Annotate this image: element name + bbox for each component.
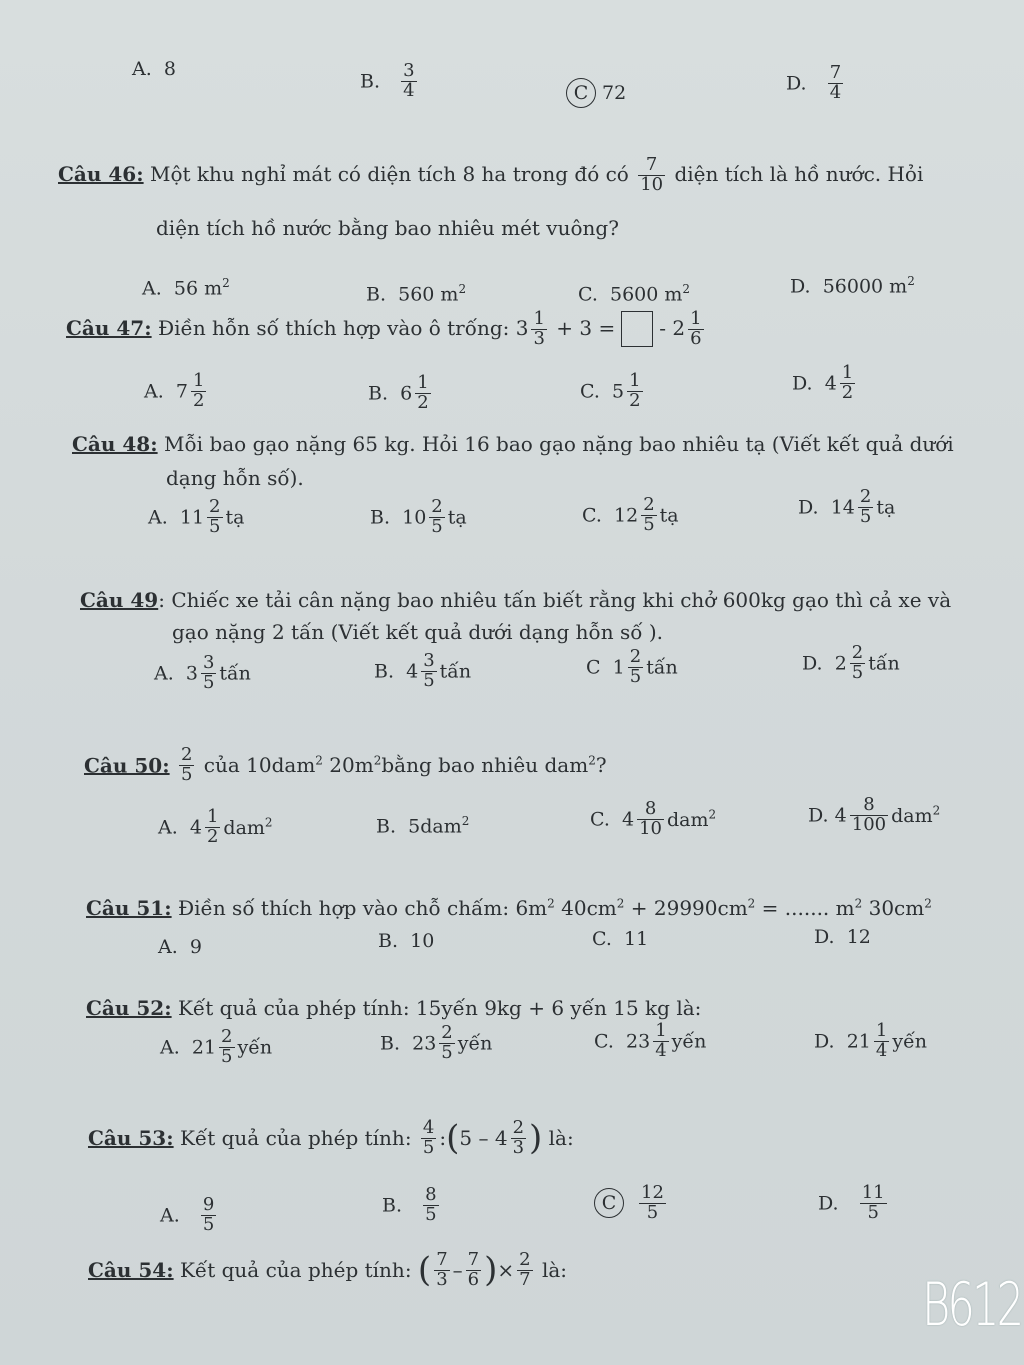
- q51-option-c: C. 11: [592, 928, 649, 950]
- q46-option-c: C. 5600 $m^2$: [578, 282, 691, 306]
- q52-option-d: D. 21 $\frac{1}{4}$ yến: [814, 1020, 928, 1061]
- q53-option-a: A. $\frac{9}{5}$: [160, 1194, 215, 1235]
- q46-question: Câu 46: Một khu nghỉ mát có diện tích 8 ha trong đó có $\frac{7}{10}$ diện tích là hồ nước. Hỏi: [58, 154, 924, 195]
- q51-option-a: A. 9: [158, 936, 202, 958]
- q47-option-d: D. 4 $\frac{1}{2}$: [792, 362, 854, 403]
- q45-option-c: C 72: [566, 78, 626, 108]
- q49-question: Câu 49: Chiếc xe tải cân nặng bao nhiêu tấn biết rằng khi chở 600kg gạo thì cả xe và: [80, 588, 952, 612]
- watermark-stamp: B612: [922, 1270, 1022, 1340]
- q48-option-a: A. 11 $\frac{2}{5}$ tạ: [148, 496, 245, 537]
- fraction: $\frac{7}{4}$: [829, 62, 842, 103]
- q50-question: Câu 50: $\frac{2}{5}$ của 10dam$^2$ $20m^2bằng$ bao nhiêu dam$^2$?: [84, 744, 607, 785]
- q48-option-c: C. 12 $\frac{2}{5}$ tạ: [582, 494, 679, 535]
- q47-question: Câu 47: Điền hỗn số thích hợp vào ô trống: 3 $\frac{1}{3}$ + 3 = - 2 $\frac{1}{6}$: [66, 308, 702, 349]
- q51-question: Câu 51: Điền số thích hợp vào chỗ chấm: $6m^2$ $40cm^2 + 29990cm^2$ = ....... $m^2$ $30cm^2$: [86, 896, 932, 920]
- q47-option-b: B. 6 $\frac{1}{2}$: [368, 372, 429, 413]
- q51-option-d: D. 12: [814, 926, 871, 948]
- q50-option-a: A. 4 $\frac{1}{2}$ dam$^2$: [158, 806, 273, 847]
- q48-option-d: D. 14 $\frac{2}{5}$ tạ: [798, 486, 896, 527]
- q52-question: Câu 52: Kết quả của phép tính: 15yến 9kg + 6 yến 15 kg là:: [86, 996, 702, 1020]
- q53-option-c: C $\frac{12}{5}$: [594, 1184, 669, 1223]
- q52-option-a: A. 21 $\frac{2}{5}$ yến: [160, 1026, 273, 1067]
- q49-option-c: C 1 $\frac{2}{5}$ tấn: [586, 646, 678, 687]
- q45-option-b: B. $\frac{3}{4}$: [360, 60, 415, 101]
- q48-question-line2: dạng hỗn số).: [166, 466, 304, 490]
- q53-question: Câu 53: Kết quả của phép tính: $\frac{4}{5}$ :(5 – 4 $\frac{2}{3}$ ) là:: [88, 1116, 574, 1158]
- q52-option-c: C. 23 $\frac{1}{4}$ yến: [594, 1020, 707, 1061]
- q46-option-a: A. 56 $m^2$: [142, 276, 230, 300]
- q45-option-a: A. 8: [132, 58, 176, 80]
- q52-option-b: B. 23 $\frac{2}{5}$ yến: [380, 1022, 493, 1063]
- q46-option-d: D. 56000 $m^2$: [790, 274, 915, 298]
- fraction: $\frac{3}{4}$: [403, 60, 415, 101]
- q54-question: Câu 54: Kết quả của phép tính: ( $\frac{7}{3}$ – $\frac{7}{6}$ )× $\frac{2}{7}$ là:: [88, 1248, 567, 1290]
- q49-option-b: B. 4 $\frac{3}{5}$ tấn: [374, 650, 472, 691]
- q48-question: Câu 48: Mỗi bao gạo nặng 65 kg. Hỏi 16 bao gạo nặng bao nhiêu tạ (Viết kết quả dưới: [72, 432, 954, 456]
- q45-option-d: D. $\frac{7}{4}$: [786, 62, 842, 103]
- q46-question-line2: diện tích hồ nước bằng bao nhiêu mét vuông?: [156, 216, 619, 240]
- fraction: $\frac{7}{10}$: [640, 154, 664, 195]
- answer-circle: C: [594, 1188, 624, 1218]
- q50-option-b: B. 5dam$^2$: [376, 814, 470, 838]
- q51-option-b: B. 10: [378, 930, 435, 952]
- q53-option-d: D. $\frac{11}{5}$: [818, 1182, 885, 1223]
- q50-option-d: D. 4 $\frac{8}{100}$ dam$^2$: [808, 794, 941, 835]
- q49-option-d: D. 2 $\frac{2}{5}$ tấn: [802, 642, 900, 683]
- q47-option-c: C. 5 $\frac{1}{2}$: [580, 370, 641, 411]
- q50-option-c: C. 4 $\frac{8}{10}$ dam$^2$: [590, 798, 717, 839]
- answer-box: [621, 311, 653, 347]
- fraction: $\frac{1}{6}$: [690, 308, 702, 349]
- q49-question-line2: gạo nặng 2 tấn (Viết kết quả dưới dạng hỗn số ).: [172, 620, 663, 644]
- q49-option-a: A. 3 $\frac{3}{5}$ tấn: [154, 652, 251, 693]
- q47-option-a: A. 7 $\frac{1}{2}$: [144, 370, 205, 411]
- q53-option-b: B. $\frac{8}{5}$: [382, 1184, 437, 1225]
- fraction: $\frac{1}{3}$: [533, 308, 545, 349]
- answer-circle: C: [566, 78, 596, 108]
- q48-option-b: B. 10 $\frac{2}{5}$ tạ: [370, 496, 467, 537]
- q46-option-b: B. 560 $m^2$: [366, 282, 467, 306]
